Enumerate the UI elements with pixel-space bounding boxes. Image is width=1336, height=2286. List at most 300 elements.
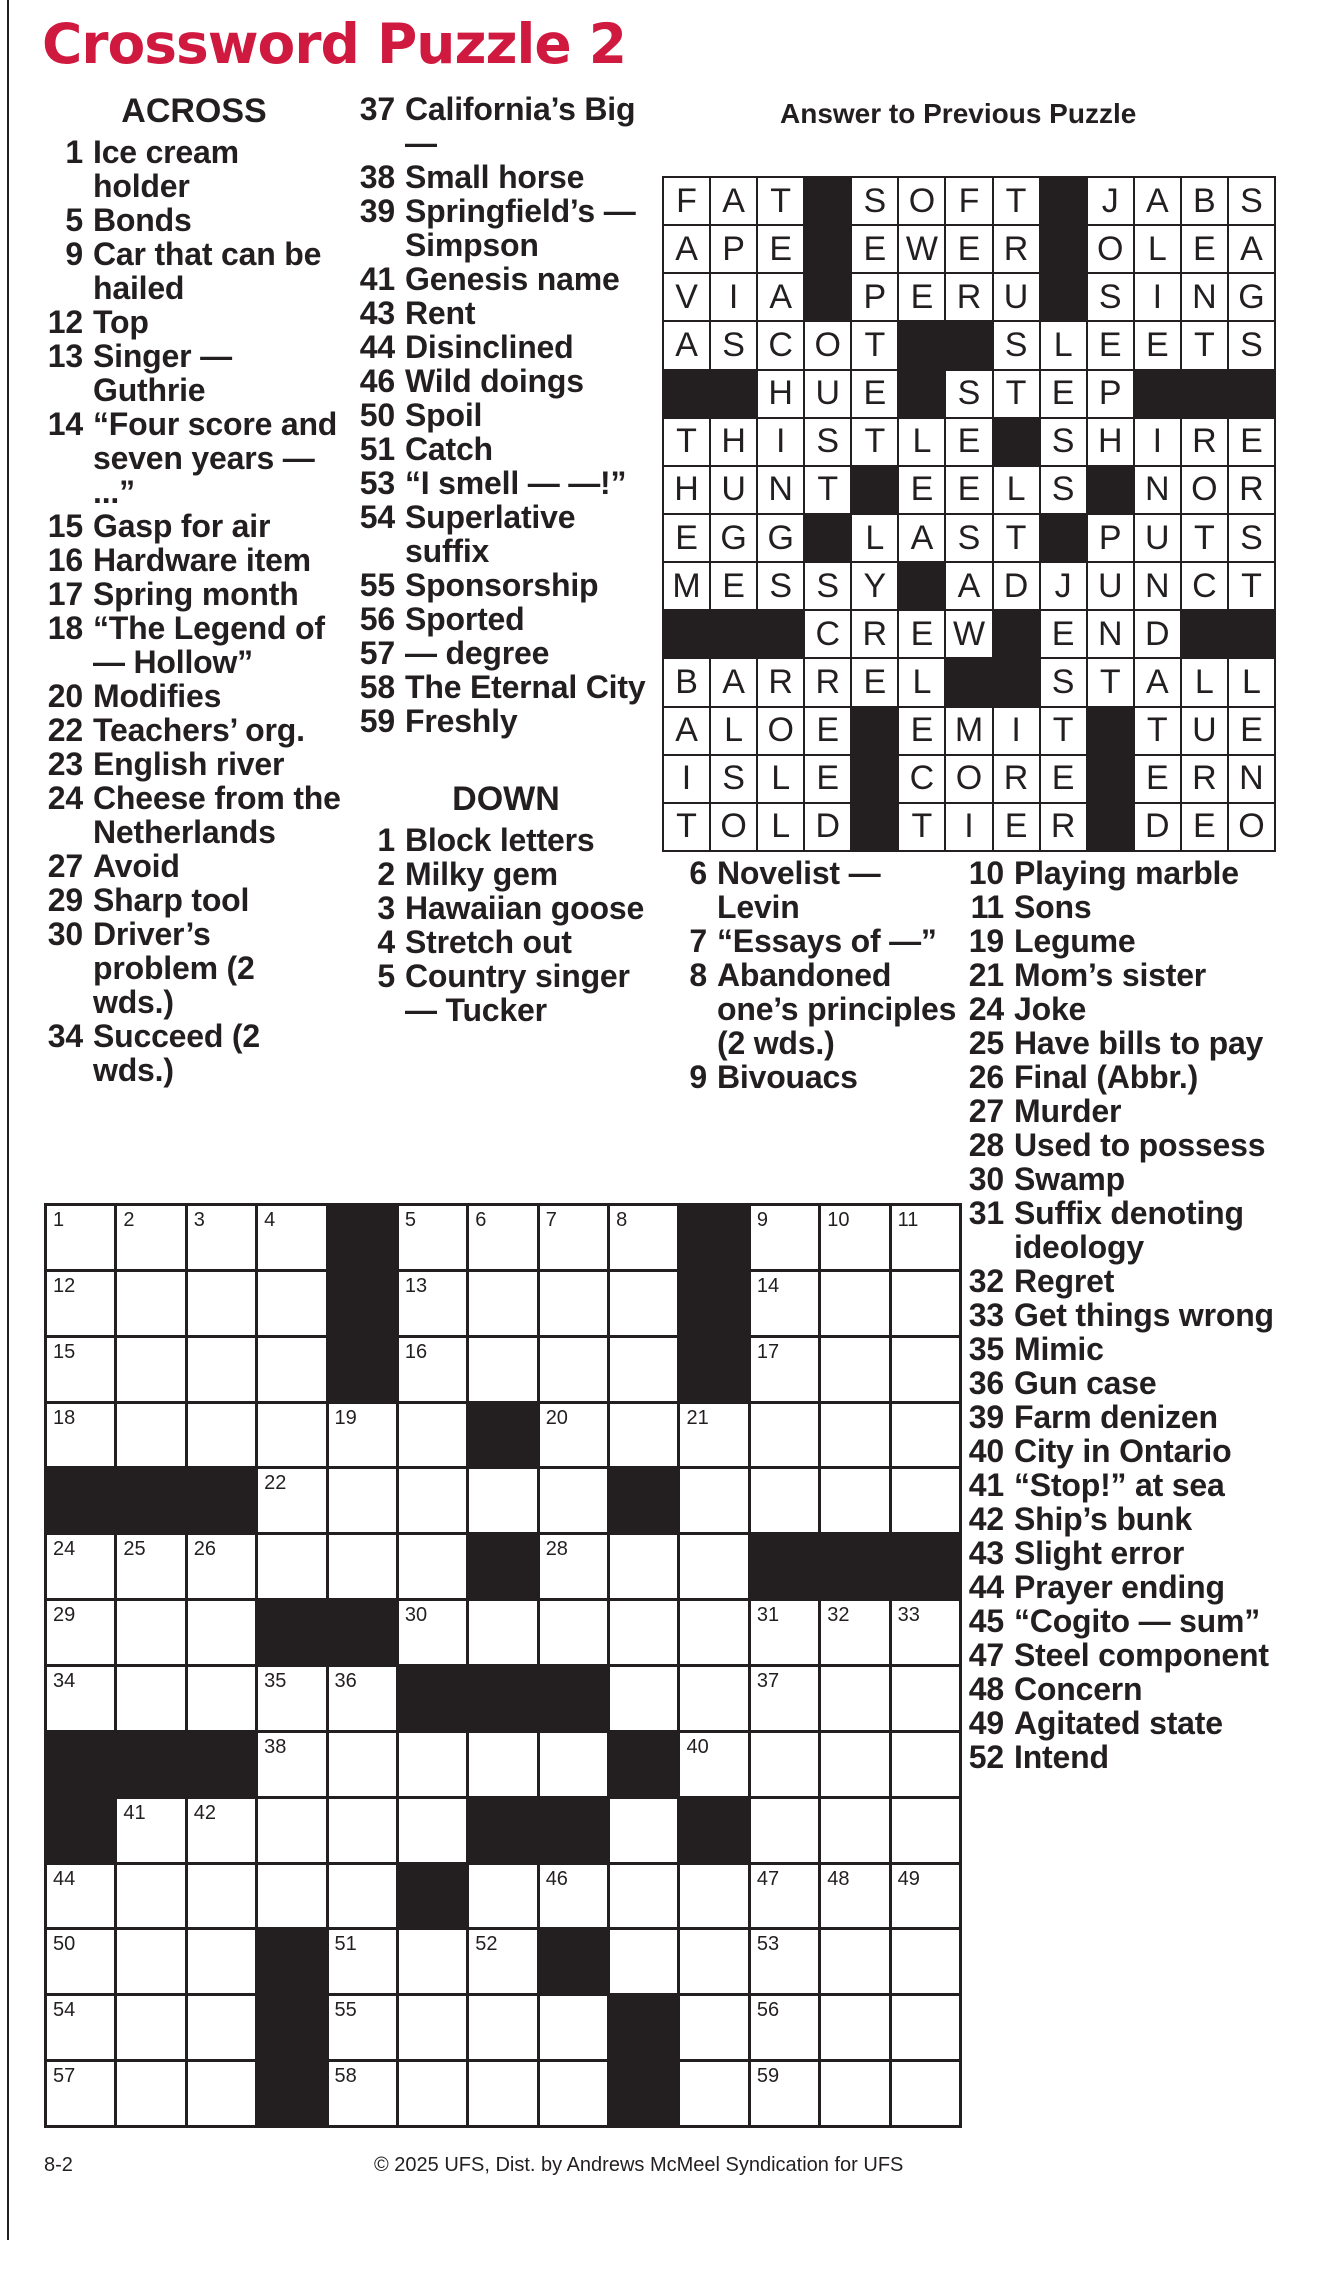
down-clue [965,1672,1315,1706]
answer-cell: S [1229,515,1274,561]
clue-number: 25 [968,1025,1004,1061]
puzzle-cell[interactable] [188,1601,255,1664]
puzzle-cell[interactable] [680,1469,747,1532]
clue-text: “Four score and seven years — ...” [93,406,338,510]
puzzle-cell[interactable] [469,1865,536,1928]
puzzle-cell[interactable] [680,1601,747,1664]
puzzle-cell[interactable] [751,1667,818,1730]
puzzle-cell[interactable] [258,1469,325,1532]
clue-number: 57 [359,635,395,671]
puzzle-block [188,1733,255,1796]
puzzle-cell[interactable] [751,1601,818,1664]
answer-cell: T [664,419,709,465]
puzzle-cell[interactable] [399,1272,466,1335]
puzzle-cell[interactable] [892,1338,959,1401]
puzzle-cell[interactable] [610,1206,677,1269]
answer-cell: A [711,178,756,224]
puzzle-cell[interactable] [469,1469,536,1532]
answer-cell: F [664,178,709,224]
puzzle-cell[interactable] [469,2062,536,2125]
puzzle-cell[interactable] [117,1272,184,1335]
puzzle-cell[interactable] [751,1206,818,1269]
answer-cell: P [852,274,897,320]
answer-cell: S [946,371,991,417]
down-clue [965,1026,1315,1060]
puzzle-cell[interactable] [610,1601,677,1664]
puzzle-cell[interactable] [540,1206,607,1269]
down-clue [668,856,968,924]
puzzle-cell[interactable] [47,1206,114,1269]
puzzle-cell[interactable] [469,1996,536,2059]
puzzle-cell[interactable] [751,2062,818,2125]
puzzle-cell[interactable] [821,1865,888,1928]
answer-cell: U [1135,515,1180,561]
across-clue [356,160,656,194]
answer-cell: E [1041,611,1086,657]
puzzle-cell[interactable] [751,1469,818,1532]
cell-number: 6 [475,1209,487,1231]
puzzle-cell[interactable] [751,1733,818,1796]
puzzle-cell[interactable] [680,1865,747,1928]
cell-number: 48 [827,1867,850,1890]
answer-cell: E [946,419,991,465]
clue-number: 32 [968,1263,1004,1299]
clue-text: Regret [1014,1263,1115,1299]
across-clue [356,296,656,330]
puzzle-cell[interactable] [188,1404,255,1467]
down-clue [965,1706,1315,1740]
clue-text: Country singer — Tucker [405,958,630,1028]
answer-cell: N [1229,756,1274,802]
puzzle-cell[interactable] [751,1272,818,1335]
puzzle-cell[interactable] [188,1338,255,1401]
puzzle-cell[interactable] [47,1667,114,1730]
puzzle-cell[interactable] [117,1338,184,1401]
answer-cell: E [994,804,1039,850]
answer-block [852,467,897,513]
cell-number: 33 [897,1604,920,1627]
puzzle-block [540,1930,607,1993]
puzzle-cell[interactable] [329,1535,396,1598]
answer-cell: A [664,322,709,368]
puzzle-cell[interactable] [47,1338,114,1401]
puzzle-cell[interactable] [680,1930,747,1993]
clue-number: 1 [377,822,395,858]
puzzle-cell[interactable] [47,1272,114,1335]
puzzle-cell[interactable] [469,1733,536,1796]
clue-number: 34 [47,1018,83,1054]
puzzle-cell[interactable] [329,1404,396,1467]
answer-cell: S [1041,659,1086,705]
answer-cell: O [946,756,991,802]
across-clue [44,509,344,543]
puzzle-cell[interactable] [751,1338,818,1401]
clue-number: 43 [359,295,395,331]
answer-cell: T [899,804,944,850]
answer-cell: C [899,756,944,802]
puzzle-cell[interactable] [540,1601,607,1664]
answer-cell: L [899,659,944,705]
down-clue [965,1468,1315,1502]
puzzle-cell[interactable] [47,1996,114,2059]
puzzle-cell[interactable] [117,1667,184,1730]
answer-cell: S [711,756,756,802]
across-clue [44,237,344,305]
answer-title: Answer to Previous Puzzle [780,98,1137,129]
clue-number: 48 [968,1671,1004,1707]
puzzle-cell[interactable] [680,1733,747,1796]
clue-number: 16 [47,542,83,578]
puzzle-cell[interactable] [188,1272,255,1335]
puzzle-cell[interactable] [540,1733,607,1796]
puzzle-cell[interactable] [329,1799,396,1862]
puzzle-cell[interactable] [821,1206,888,1269]
puzzle-cell[interactable] [188,1206,255,1269]
answer-cell: E [946,467,991,513]
answer-cell: M [946,708,991,754]
answer-cell: I [664,756,709,802]
answer-cell: A [1135,659,1180,705]
puzzle-cell[interactable] [821,1667,888,1730]
puzzle-block [469,1667,536,1730]
clue-number: 55 [359,567,395,603]
answer-cell: L [1041,322,1086,368]
puzzle-cell[interactable] [117,1865,184,1928]
cell-number: 50 [53,1933,76,1956]
puzzle-cell[interactable] [821,1338,888,1401]
cell-number: 13 [404,1274,428,1297]
puzzle-cell[interactable] [540,2062,607,2125]
puzzle-cell[interactable] [399,1206,466,1269]
clue-text: Ice cream holder [93,134,239,204]
puzzle-cell[interactable] [329,1996,396,2059]
puzzle-cell[interactable] [117,1404,184,1467]
clue-text: Farm denizen [1014,1399,1218,1435]
puzzle-cell[interactable] [892,1404,959,1467]
cell-number: 1 [53,1209,65,1231]
puzzle-cell[interactable] [329,1733,396,1796]
answer-cell: E [1229,419,1274,465]
puzzle-cell[interactable] [892,2062,959,2125]
puzzle-cell[interactable] [751,1799,818,1862]
answer-cell: R [1229,467,1274,513]
puzzle-cell[interactable] [117,2062,184,2125]
puzzle-cell[interactable] [258,1865,325,1928]
puzzle-cell[interactable] [892,1865,959,1928]
puzzle-cell[interactable] [258,1338,325,1401]
down-clue [965,1264,1315,1298]
puzzle-cell[interactable] [329,1930,396,1993]
puzzle-cell[interactable] [399,2062,466,2125]
clue-number: 18 [47,610,83,646]
across-clue [356,602,656,636]
answer-cell: S [1088,274,1133,320]
puzzle-block [329,1272,396,1335]
answer-cell: A [1135,178,1180,224]
puzzle-cell[interactable] [610,1338,677,1401]
cell-number: 34 [53,1670,76,1692]
answer-cell: S [1229,322,1274,368]
answer-cell: O [899,178,944,224]
puzzle-cell[interactable] [329,1667,396,1730]
clue-number: 42 [968,1501,1004,1537]
clue-number: 38 [359,159,395,195]
puzzle-cell[interactable] [821,1404,888,1467]
answer-block [852,804,897,850]
down-clue [965,1128,1315,1162]
puzzle-cell[interactable] [399,1996,466,2059]
answer-cell: M [664,563,709,609]
cell-number: 54 [53,1999,76,2022]
puzzle-cell[interactable] [821,2062,888,2125]
puzzle-cell[interactable] [188,2062,255,2125]
puzzle-cell[interactable] [821,1930,888,1993]
puzzle-cell[interactable] [892,1272,959,1335]
puzzle-cell[interactable] [47,2062,114,2125]
puzzle-cell[interactable] [47,1404,114,1467]
answer-cell: U [805,371,850,417]
across-clue [44,747,344,781]
down-clue [965,1298,1315,1332]
answer-cell: I [1135,274,1180,320]
puzzle-cell[interactable] [329,1865,396,1928]
puzzle-cell[interactable] [469,1272,536,1335]
puzzle-cell[interactable] [821,1733,888,1796]
puzzle-cell[interactable] [610,1535,677,1598]
puzzle-cell[interactable] [680,2062,747,2125]
puzzle-cell[interactable] [821,1469,888,1532]
answer-cell: T [805,467,850,513]
down-clue [965,1604,1315,1638]
puzzle-cell[interactable] [610,1799,677,1862]
clue-text: Abandoned one’s principles (2 wds.) [717,957,957,1061]
clue-number: 49 [968,1705,1004,1741]
puzzle-block [540,1667,607,1730]
clue-number: 27 [47,848,83,884]
puzzle-cell[interactable] [751,1996,818,2059]
puzzle-cell[interactable] [399,1469,466,1532]
puzzle-cell[interactable] [680,1404,747,1467]
clue-text: “The Legend of — Hollow” [93,610,325,680]
cell-number: 8 [616,1209,628,1231]
down-clue-list-1 [356,823,656,1027]
answer-block [805,274,850,320]
down-clue [965,1502,1315,1536]
puzzle-cell[interactable] [399,1601,466,1664]
puzzle-cell[interactable] [821,1601,888,1664]
puzzle-cell[interactable] [399,1799,466,1862]
answer-cell: E [1135,322,1180,368]
clue-text: Used to possess [1014,1127,1266,1163]
puzzle-cell[interactable] [751,1404,818,1467]
answer-block [899,322,944,368]
puzzle-block [610,1996,677,2059]
clue-number: 17 [47,576,83,612]
down-column-3 [965,856,1315,1774]
clue-text: Genesis name [405,261,620,297]
puzzle-cell[interactable] [540,1865,607,1928]
puzzle-cell[interactable] [892,1206,959,1269]
puzzle-cell[interactable] [540,1338,607,1401]
puzzle-cell[interactable] [258,1404,325,1467]
puzzle-cell[interactable] [188,1799,255,1862]
puzzle-block [117,1733,184,1796]
puzzle-cell[interactable] [117,1996,184,2059]
puzzle-cell[interactable] [47,1601,114,1664]
puzzle-cell[interactable] [329,2062,396,2125]
answer-cell: I [758,419,803,465]
puzzle-cell[interactable] [821,1272,888,1335]
puzzle-cell[interactable] [680,1667,747,1730]
answer-grid [662,176,1276,852]
puzzle-block [399,1667,466,1730]
puzzle-cell[interactable] [469,1930,536,1993]
answer-block [1041,226,1086,272]
puzzle-cell[interactable] [680,1996,747,2059]
puzzle-cell[interactable] [610,1930,677,1993]
down-clue [965,1366,1315,1400]
puzzle-cell[interactable] [399,1733,466,1796]
puzzle-cell[interactable] [258,1799,325,1862]
down-clue [356,925,656,959]
cell-number: 28 [545,1538,568,1561]
left-margin-rule [7,0,9,2240]
puzzle-cell[interactable] [117,1601,184,1664]
clue-text: Intend [1014,1739,1109,1775]
puzzle-cell[interactable] [117,1535,184,1598]
cell-number: 51 [334,1933,357,1956]
puzzle-cell[interactable] [469,1338,536,1401]
puzzle-cell[interactable] [610,1272,677,1335]
puzzle-cell[interactable] [610,1404,677,1467]
clue-text: City in Ontario [1014,1433,1232,1469]
puzzle-cell[interactable] [188,1996,255,2059]
answer-cell: E [805,708,850,754]
clue-number: 24 [968,991,1004,1027]
clue-text: Springfield’s — Simpson [405,193,636,263]
answer-cell: A [946,563,991,609]
answer-cell: I [711,274,756,320]
answer-cell: A [758,274,803,320]
answer-cell: F [946,178,991,224]
puzzle-cell[interactable] [399,1930,466,1993]
puzzle-cell[interactable] [399,1338,466,1401]
puzzle-cell[interactable] [258,1206,325,1269]
puzzle-cell[interactable] [188,1865,255,1928]
puzzle-cell[interactable] [540,1996,607,2059]
puzzle-cell[interactable] [47,1865,114,1928]
answer-block [758,611,803,657]
answer-cell: L [758,756,803,802]
cell-number: 37 [756,1670,780,1692]
puzzle-cell[interactable] [680,1535,747,1598]
puzzle-cell[interactable] [258,1535,325,1598]
down-clue [965,1536,1315,1570]
clue-text: Small horse [405,159,585,195]
puzzle-cell[interactable] [751,1930,818,1993]
puzzle-cell[interactable] [892,1469,959,1532]
puzzle-cell[interactable] [540,1404,607,1467]
puzzle-cell[interactable] [47,1930,114,1993]
cell-number: 3 [193,1209,205,1231]
puzzle-cell[interactable] [610,1667,677,1730]
puzzle-cell[interactable] [258,1272,325,1335]
across-clue [356,92,656,160]
clue-text: Stretch out [405,924,572,960]
cell-number: 38 [264,1735,287,1758]
puzzle-cell[interactable] [892,1930,959,1993]
puzzle-cell[interactable] [892,1667,959,1730]
answer-cell: R [1041,804,1086,850]
puzzle-cell[interactable] [469,1206,536,1269]
puzzle-block [258,1930,325,1993]
cell-number: 47 [756,1867,780,1890]
puzzle-cell[interactable] [188,1930,255,1993]
puzzle-cell[interactable] [821,1996,888,2059]
answer-cell: S [1041,467,1086,513]
puzzle-cell[interactable] [399,1404,466,1467]
answer-cell: S [711,322,756,368]
puzzle-cell[interactable] [892,1733,959,1796]
puzzle-cell[interactable] [610,1865,677,1928]
answer-cell: B [1182,178,1227,224]
puzzle-cell[interactable] [329,1469,396,1532]
cell-number: 22 [264,1472,287,1495]
clue-text: Sons [1014,889,1092,925]
cell-number: 53 [756,1933,780,1956]
puzzle-cell[interactable] [751,1865,818,1928]
puzzle-block [47,1733,114,1796]
clue-text: Swamp [1014,1161,1126,1197]
answer-block [946,322,991,368]
clue-number: 29 [47,882,83,918]
puzzle-cell[interactable] [469,1601,536,1664]
puzzle-cell[interactable] [258,1667,325,1730]
down-clue [965,1162,1315,1196]
answer-cell: E [664,515,709,561]
puzzle-cell[interactable] [47,1535,114,1598]
puzzle-cell[interactable] [258,1733,325,1796]
puzzle-cell[interactable] [892,1996,959,2059]
puzzle-cell[interactable] [540,1535,607,1598]
answer-block [805,178,850,224]
answer-cell: E [1229,708,1274,754]
puzzle-cell[interactable] [892,1799,959,1862]
puzzle-cell[interactable] [188,1535,255,1598]
puzzle-cell[interactable] [821,1799,888,1862]
clue-text: Have bills to pay [1014,1025,1264,1061]
puzzle-cell[interactable] [117,1930,184,1993]
across-clue [356,500,656,568]
down-clue-list-2 [668,856,968,1094]
answer-cell: H [711,419,756,465]
puzzle-cell[interactable] [117,1799,184,1862]
puzzle-cell[interactable] [117,1206,184,1269]
clue-text: Ship’s bunk [1014,1501,1192,1537]
puzzle-cell[interactable] [540,1469,607,1532]
answer-cell: I [946,804,991,850]
puzzle-cell[interactable] [188,1667,255,1730]
puzzle-cell[interactable] [399,1535,466,1598]
answer-cell: I [1135,419,1180,465]
clue-number: 24 [47,780,83,816]
puzzle-cell[interactable] [540,1272,607,1335]
answer-cell: O [711,804,756,850]
cell-number: 7 [545,1209,557,1231]
puzzle-cell[interactable] [892,1601,959,1664]
down-clue [668,1060,968,1094]
answer-cell: R [805,659,850,705]
